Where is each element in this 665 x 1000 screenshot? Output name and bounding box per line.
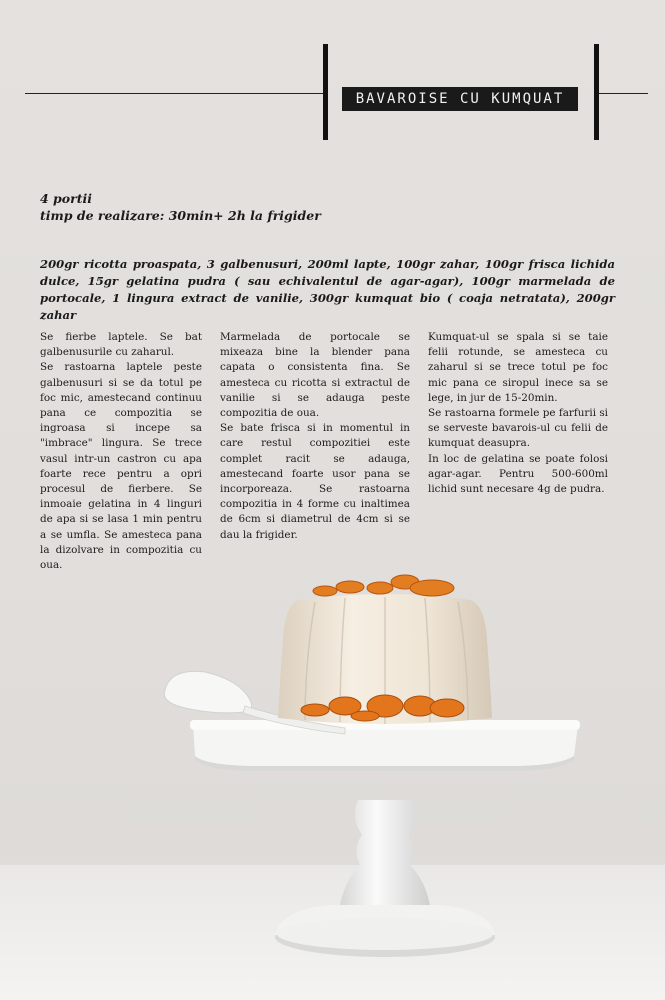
ingredients-list: 200gr ricotta proaspata, 3 galbenusuri, 200ml lapte, 100gr zahar, 100gr frisca lichida dulce, 15gr gelatina pudra ( sau echivalentul de agar-agar), 100gr marmelada de portocale, 1 lingura extract de vanilie, 300gr kumquat bio ( coaja netratata), 200gr zahar: [40, 257, 615, 322]
prep-time: timp de realizare: 30min+ 2h la frigider: [40, 208, 321, 223]
instruction-paragraph: Se rastoarna laptele peste galbenusuri si se da totul pe foc mic, amestecand continuu pana ce compozitia se ingroasa si incepe sa "imbrace" lingura. Se trece vasul intr-un castron cu apa foarte rece pentru a opri procesul de fierbere. Se inmoaie gelatina in 4 linguri de apa si se lasa 1 min pentru a se umfla. Se amesteca pana la dizolvare in compozitia cu oua.: [40, 361, 202, 572]
header-bar-right: [594, 44, 599, 140]
header-rule-left: [25, 93, 323, 94]
instructions-column-2: [220, 330, 410, 543]
instructions-column-3: [428, 330, 608, 497]
kumquat-top: [313, 575, 454, 596]
instruction-paragraph: Se rastoarna formele pe farfurii si se serveste bavarois-ul cu felii de kumquat deasupra.: [428, 407, 608, 450]
recipe-meta: [40, 190, 600, 224]
recipe-title: [342, 87, 578, 111]
instructions-column-1: [40, 330, 202, 573]
instruction-paragraph: Se bate frisca si in momentul in care restul compozitiei este complet racit se adauga, amestecand foarte usor pana se incorporeaza. Se rastoarna compozitia in 4 forme cu inaltimea de 6cm si diametrul de 4cm si se dau la frigider.: [220, 422, 410, 541]
recipe-title-text: BAVAROISE CU KUMQUAT: [355, 91, 565, 107]
dessert-photo: [0, 560, 665, 1000]
instruction-paragraph: Kumquat-ul se spala si se taie felii rotunde, se amesteca cu zaharul si se trece totul pe foc mic pana ce siropul inece sa se lege, in jur de 15-20min.: [428, 331, 608, 404]
header-rule-right: [599, 93, 648, 94]
header-bar-left: [323, 44, 328, 140]
instruction-paragraph: In loc de gelatina se poate folosi agar-agar. Pentru 500-600ml lichid sunt necesare 4g de pudra.: [428, 452, 608, 496]
instruction-paragraph: Marmelada de portocale se mixeaza bine la blender pana capata o consistenta fina. Se amesteca cu ricotta si extractul de vanilie si se adauga peste compozitia de oua.: [220, 331, 410, 420]
instruction-paragraph: Se fierbe laptele. Se bat galbenusurile cu zaharul.: [40, 331, 202, 359]
servings: 4 portii: [40, 191, 92, 206]
